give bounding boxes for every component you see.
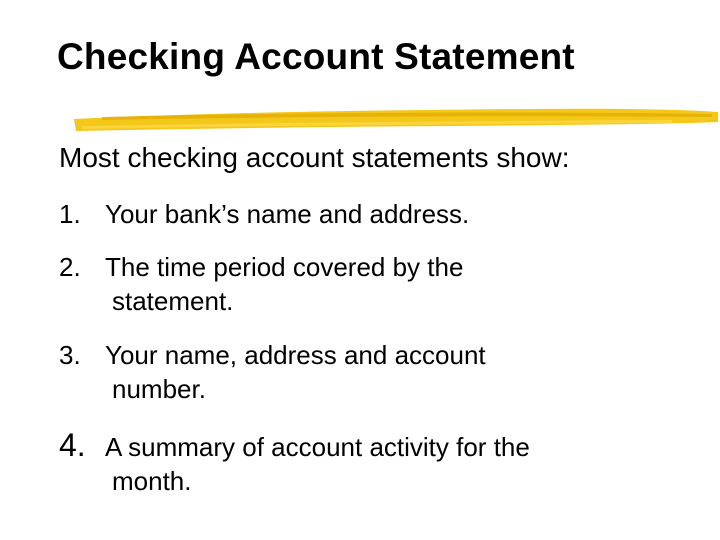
list-item-2 bbox=[59, 250, 463, 318]
list-item-text: A summary of account activity for the bbox=[105, 432, 530, 462]
list-item-number: 3. bbox=[59, 340, 81, 370]
slide-title: Checking Account Statement bbox=[57, 36, 575, 77]
list-item-text-continued: month. bbox=[112, 466, 192, 496]
list-item-text: Your bank’s name and address. bbox=[105, 199, 470, 229]
list-item-4 bbox=[59, 428, 530, 498]
list-item-number: 4. bbox=[59, 427, 86, 463]
list-item-number: 2. bbox=[59, 252, 81, 282]
list-item-text-continued: number. bbox=[112, 374, 206, 404]
list-item-number: 1. bbox=[59, 199, 81, 229]
title-underline-brushstroke bbox=[72, 100, 720, 136]
list-item-text: The time period covered by the bbox=[105, 252, 464, 282]
list-item-3 bbox=[59, 338, 486, 406]
intro-text: Most checking account statements show: bbox=[59, 142, 570, 173]
list-item-1 bbox=[59, 197, 469, 231]
list-item-text-continued: statement. bbox=[112, 286, 234, 316]
list-item-text: Your name, address and account bbox=[105, 340, 486, 370]
